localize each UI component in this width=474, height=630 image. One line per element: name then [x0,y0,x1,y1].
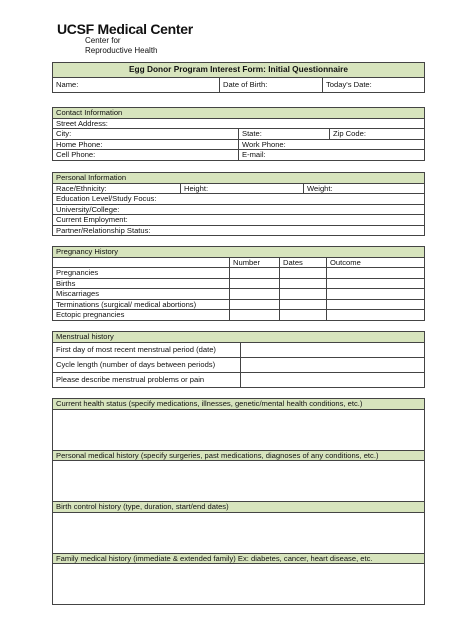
home-phone-field[interactable]: Home Phone: [53,139,239,150]
logo-line-2: Reproductive Health [85,46,158,55]
row-label: Pregnancies [53,268,230,279]
outcome-col-header: Outcome [327,257,425,268]
form-title-table [52,62,425,93]
outcome-cell[interactable] [327,299,425,310]
email-field[interactable]: E-mail: [239,150,425,161]
street-address-field[interactable]: Street Address: [53,118,425,129]
number-col-header: Number [230,257,280,268]
dates-cell[interactable] [280,310,327,321]
dob-field[interactable]: Date of Birth: [220,78,323,93]
dates-cell[interactable] [280,299,327,310]
row-label: First day of most recent menstrual period (date) [53,342,241,357]
outcome-cell[interactable] [327,310,425,321]
partner-status-field[interactable]: Partner/Relationship Status: [53,225,425,236]
number-cell[interactable] [230,310,280,321]
outcome-cell[interactable] [327,268,425,279]
birth-control-input[interactable] [53,512,425,553]
birth-control-header: Birth control history (type, duration, start/end dates) [53,502,425,513]
row-label: Births [53,278,230,289]
work-phone-field[interactable]: Work Phone: [239,139,425,150]
zip-code-field[interactable]: Zip Code: [330,129,425,140]
employment-field[interactable]: Current Employment: [53,215,425,226]
cycle-length-input[interactable] [241,357,425,372]
todays-date-field[interactable]: Today's Date: [323,78,425,93]
number-cell[interactable] [230,278,280,289]
state-field[interactable]: State: [239,129,330,140]
number-cell[interactable] [230,299,280,310]
row-label: Please describe menstrual problems or pain [53,372,241,387]
current-health-header: Current health status (specify medications, illnesses, genetic/mental health conditions, etc.) [53,399,425,410]
education-field[interactable]: Education Level/Study Focus: [53,194,425,205]
logo-line-1: Center for [85,36,121,45]
family-medical-header: Family medical history (immediate & extended family) Ex: diabetes, cancer, heart disease, etc. [53,553,425,564]
row-label: Ectopic pregnancies [53,310,230,321]
dates-cell[interactable] [280,268,327,279]
table-row [53,278,425,289]
cell-phone-field[interactable]: Cell Phone: [53,150,239,161]
ucsf-logo [57,22,193,56]
height-field[interactable]: Height: [181,183,304,194]
dates-col-header: Dates [280,257,327,268]
table-row [53,299,425,310]
pregnancy-section [52,246,425,321]
weight-field[interactable]: Weight: [304,183,425,194]
logo-brand: UCSF Medical Center [57,21,193,37]
personal-medical-input[interactable] [53,461,425,502]
personal-header: Personal Information [53,173,425,184]
university-field[interactable]: University/College: [53,204,425,215]
personal-medical-header: Personal medical history (specify surgeries, past medications, diagnoses of any conditions, etc.) [53,450,425,461]
menstrual-section [52,331,425,388]
personal-section [52,172,425,236]
pregnancy-header: Pregnancy History [53,247,425,258]
dates-cell[interactable] [280,289,327,300]
row-label: Miscarriages [53,289,230,300]
pregnancy-blank-header [53,257,230,268]
table-row [53,310,425,321]
last-period-input[interactable] [241,342,425,357]
menstrual-problems-input[interactable] [241,372,425,387]
name-field[interactable]: Name: [53,78,220,93]
contact-section [52,107,425,161]
table-row [53,289,425,300]
row-label: Cycle length (number of days between periods) [53,357,241,372]
form-title: Egg Donor Program Interest Form: Initial Questionnaire [53,63,425,78]
contact-header: Contact Information [53,108,425,119]
current-health-input[interactable] [53,409,425,450]
menstrual-header: Menstrual history [53,332,425,343]
row-label: Terminations (surgical/ medical abortions) [53,299,230,310]
number-cell[interactable] [230,268,280,279]
dates-cell[interactable] [280,278,327,289]
number-cell[interactable] [230,289,280,300]
table-row [53,268,425,279]
outcome-cell[interactable] [327,278,425,289]
health-section [52,398,425,605]
city-field[interactable]: City: [53,129,239,140]
family-medical-input[interactable] [53,564,425,605]
race-ethnicity-field[interactable]: Race/Ethnicity: [53,183,181,194]
outcome-cell[interactable] [327,289,425,300]
